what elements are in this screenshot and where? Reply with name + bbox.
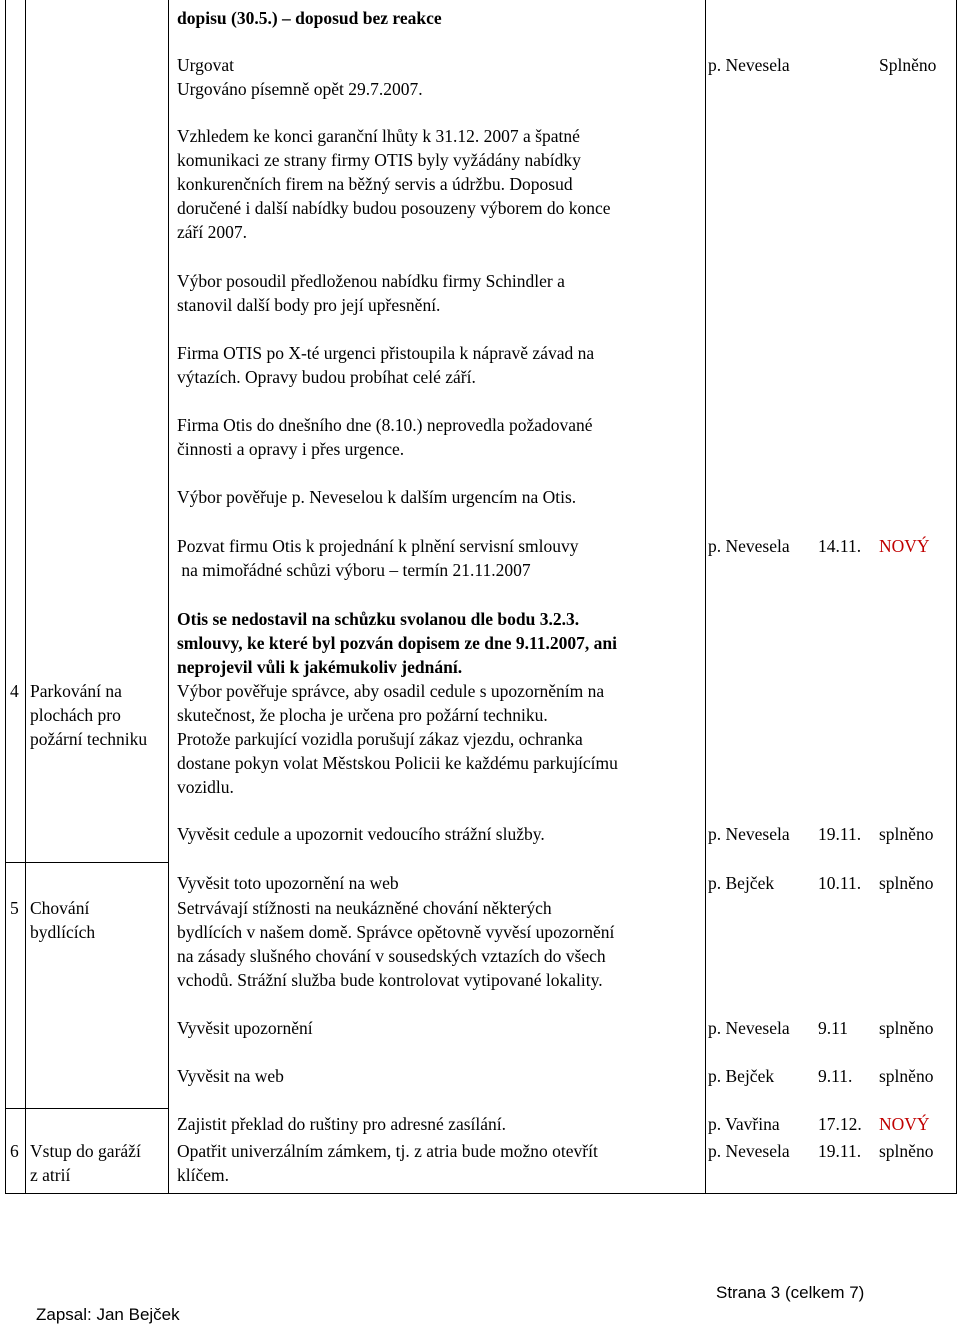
p6-date: 14.11. bbox=[818, 536, 862, 556]
table-row-divider-5 bbox=[5, 1108, 168, 1109]
section6-person: p. Nevesela bbox=[708, 1141, 790, 1161]
p2-line-1: Výbor posoudil předloženou nabídku firmy Schindler a bbox=[177, 271, 565, 291]
p1-line-5: září 2007. bbox=[177, 222, 247, 242]
urgovat-line-1: Urgovat bbox=[177, 55, 235, 75]
table-row-divider-4 bbox=[5, 862, 168, 863]
section5-task1-person: p. Nevesela bbox=[708, 1018, 790, 1038]
author-note: Zapsal: Jan Bejček bbox=[36, 1305, 180, 1324]
section4-text-2: skutečnost, že plocha je určena pro požární techniku. bbox=[177, 705, 548, 725]
p1-line-3: konkurenčních firem na běžný servis a údržbu. Doposud bbox=[177, 174, 573, 194]
table-border-bottom bbox=[5, 1193, 957, 1194]
section5-task3-text: Zajistit překlad do ruštiny pro adresné zasílání. bbox=[177, 1114, 507, 1134]
section4-task2-status: splněno bbox=[879, 873, 934, 893]
section5-number: 5 bbox=[10, 898, 19, 918]
p3-line-2: výtazích. Opravy budou probíhat celé září. bbox=[177, 367, 476, 387]
p4-line-1: Firma Otis do dnešního dne (8.10.) neprovedla požadované bbox=[177, 415, 593, 435]
section5-task3-status-badge: NOVÝ bbox=[879, 1114, 930, 1134]
p4-line-2: činnosti a opravy i přes urgence. bbox=[177, 439, 405, 459]
section6-status: splněno bbox=[879, 1141, 934, 1161]
section4-task1-status: splněno bbox=[879, 824, 934, 844]
section6-title-1: Vstup do garáží bbox=[30, 1141, 141, 1161]
section5-task3-date: 17.12. bbox=[818, 1114, 862, 1134]
section6-text-1: Opatřit univerzálním zámkem, tj. z atria bude možno otevřít bbox=[177, 1141, 598, 1161]
p6-line-2: na mimořádné schůzi výboru – termín 21.11.2007 bbox=[177, 560, 531, 580]
table-border-left bbox=[5, 0, 6, 1193]
urgovat-line-2: Urgováno písemně opět 29.7.2007. bbox=[177, 79, 423, 99]
section4-task2-date: 10.11. bbox=[818, 873, 862, 893]
section4-task1-person: p. Nevesela bbox=[708, 824, 790, 844]
section5-task1-status: splněno bbox=[879, 1018, 934, 1038]
urgovat-person: p. Nevesela bbox=[708, 55, 790, 75]
section6-number: 6 bbox=[10, 1141, 19, 1161]
section5-task3-person: p. Vavřina bbox=[708, 1114, 780, 1134]
section4-text-1: Výbor pověřuje správce, aby osadil cedule s upozorněním na bbox=[177, 681, 605, 701]
p3-line-1: Firma OTIS po X-té urgenci přistoupila k nápravě závad na bbox=[177, 343, 595, 363]
section5-title-2: bydlících bbox=[30, 922, 96, 942]
section4-title-3: požární techniku bbox=[30, 729, 148, 749]
p1-line-2: komunikaci ze strany firmy OTIS byly vyžádány nabídky bbox=[177, 150, 581, 170]
section5-text-4: vchodů. Strážní služba bude kontrolovat vytipované lokality. bbox=[177, 970, 603, 990]
section5-task2-person: p. Bejček bbox=[708, 1066, 775, 1086]
p6-status-badge: NOVÝ bbox=[879, 536, 930, 556]
section5-text-3: na zásady slušného chování v sousedských vztazích do všech bbox=[177, 946, 606, 966]
section5-task1-date: 9.11 bbox=[818, 1018, 848, 1038]
table-divider-num bbox=[25, 0, 26, 1193]
section5-task1-text: Vyvěsit upozornění bbox=[177, 1018, 313, 1038]
section6-title-2: z atrií bbox=[30, 1165, 71, 1185]
p5-line: Výbor pověřuje p. Neveselou k dalším urgencím na Otis. bbox=[177, 487, 577, 507]
section5-title-1: Chování bbox=[30, 898, 90, 918]
table-divider-topic bbox=[168, 0, 169, 1193]
section4-task1-text: Vyvěsit cedule a upozornit vedoucího strážní služby. bbox=[177, 824, 545, 844]
section5-text-2: bydlících v našem domě. Správce opětovně vyvěsí upozornění bbox=[177, 922, 615, 942]
section5-task2-date: 9.11. bbox=[818, 1066, 853, 1086]
bold-line-3: neprojevil vůli k jakémukoliv jednání. bbox=[177, 657, 463, 677]
section4-task2-text: Vyvěsit toto upozornění na web bbox=[177, 873, 399, 893]
top-note: dopisu (30.5.) – doposud bez reakce bbox=[177, 8, 442, 28]
section4-title-2: plochách pro bbox=[30, 705, 121, 725]
urgovat-status: Splněno bbox=[879, 55, 937, 75]
table-divider-task bbox=[705, 0, 706, 1193]
bold-line-2: smlouvy, ke které byl pozván dopisem ze dne 9.11.2007, ani bbox=[177, 633, 617, 653]
section4-title-1: Parkování na bbox=[30, 681, 122, 701]
section6-date: 19.11. bbox=[818, 1141, 862, 1161]
p1-line-1: Vzhledem ke konci garanční lhůty k 31.12. 2007 a špatné bbox=[177, 126, 580, 146]
section5-text-1: Setrvávají stížnosti na neukázněné chování některých bbox=[177, 898, 552, 918]
bold-line-1: Otis se nedostavil na schůzku svolanou dle bodu 3.2.3. bbox=[177, 609, 580, 629]
p2-line-2: stanovil další body pro její upřesnění. bbox=[177, 295, 441, 315]
table-border-right bbox=[956, 0, 957, 1193]
p1-line-4: doručené i další nabídky budou posouzeny výborem do konce bbox=[177, 198, 611, 218]
section6-text-2: klíčem. bbox=[177, 1165, 229, 1185]
section4-text-4: dostane pokyn volat Městskou Policii ke každému parkujícímu bbox=[177, 753, 618, 773]
section4-text-5: vozidlu. bbox=[177, 777, 234, 797]
section5-task2-status: splněno bbox=[879, 1066, 934, 1086]
section5-task2-text: Vyvěsit na web bbox=[177, 1066, 284, 1086]
p6-line-1: Pozvat firmu Otis k projednání k plnění servisní smlouvy bbox=[177, 536, 579, 556]
section4-number: 4 bbox=[10, 681, 19, 701]
p6-person: p. Nevesela bbox=[708, 536, 790, 556]
section4-task1-date: 19.11. bbox=[818, 824, 862, 844]
page-number: Strana 3 (celkem 7) bbox=[716, 1283, 865, 1302]
section4-text-3: Protože parkující vozidla porušují zákaz vjezdu, ochranka bbox=[177, 729, 583, 749]
section4-task2-person: p. Bejček bbox=[708, 873, 775, 893]
